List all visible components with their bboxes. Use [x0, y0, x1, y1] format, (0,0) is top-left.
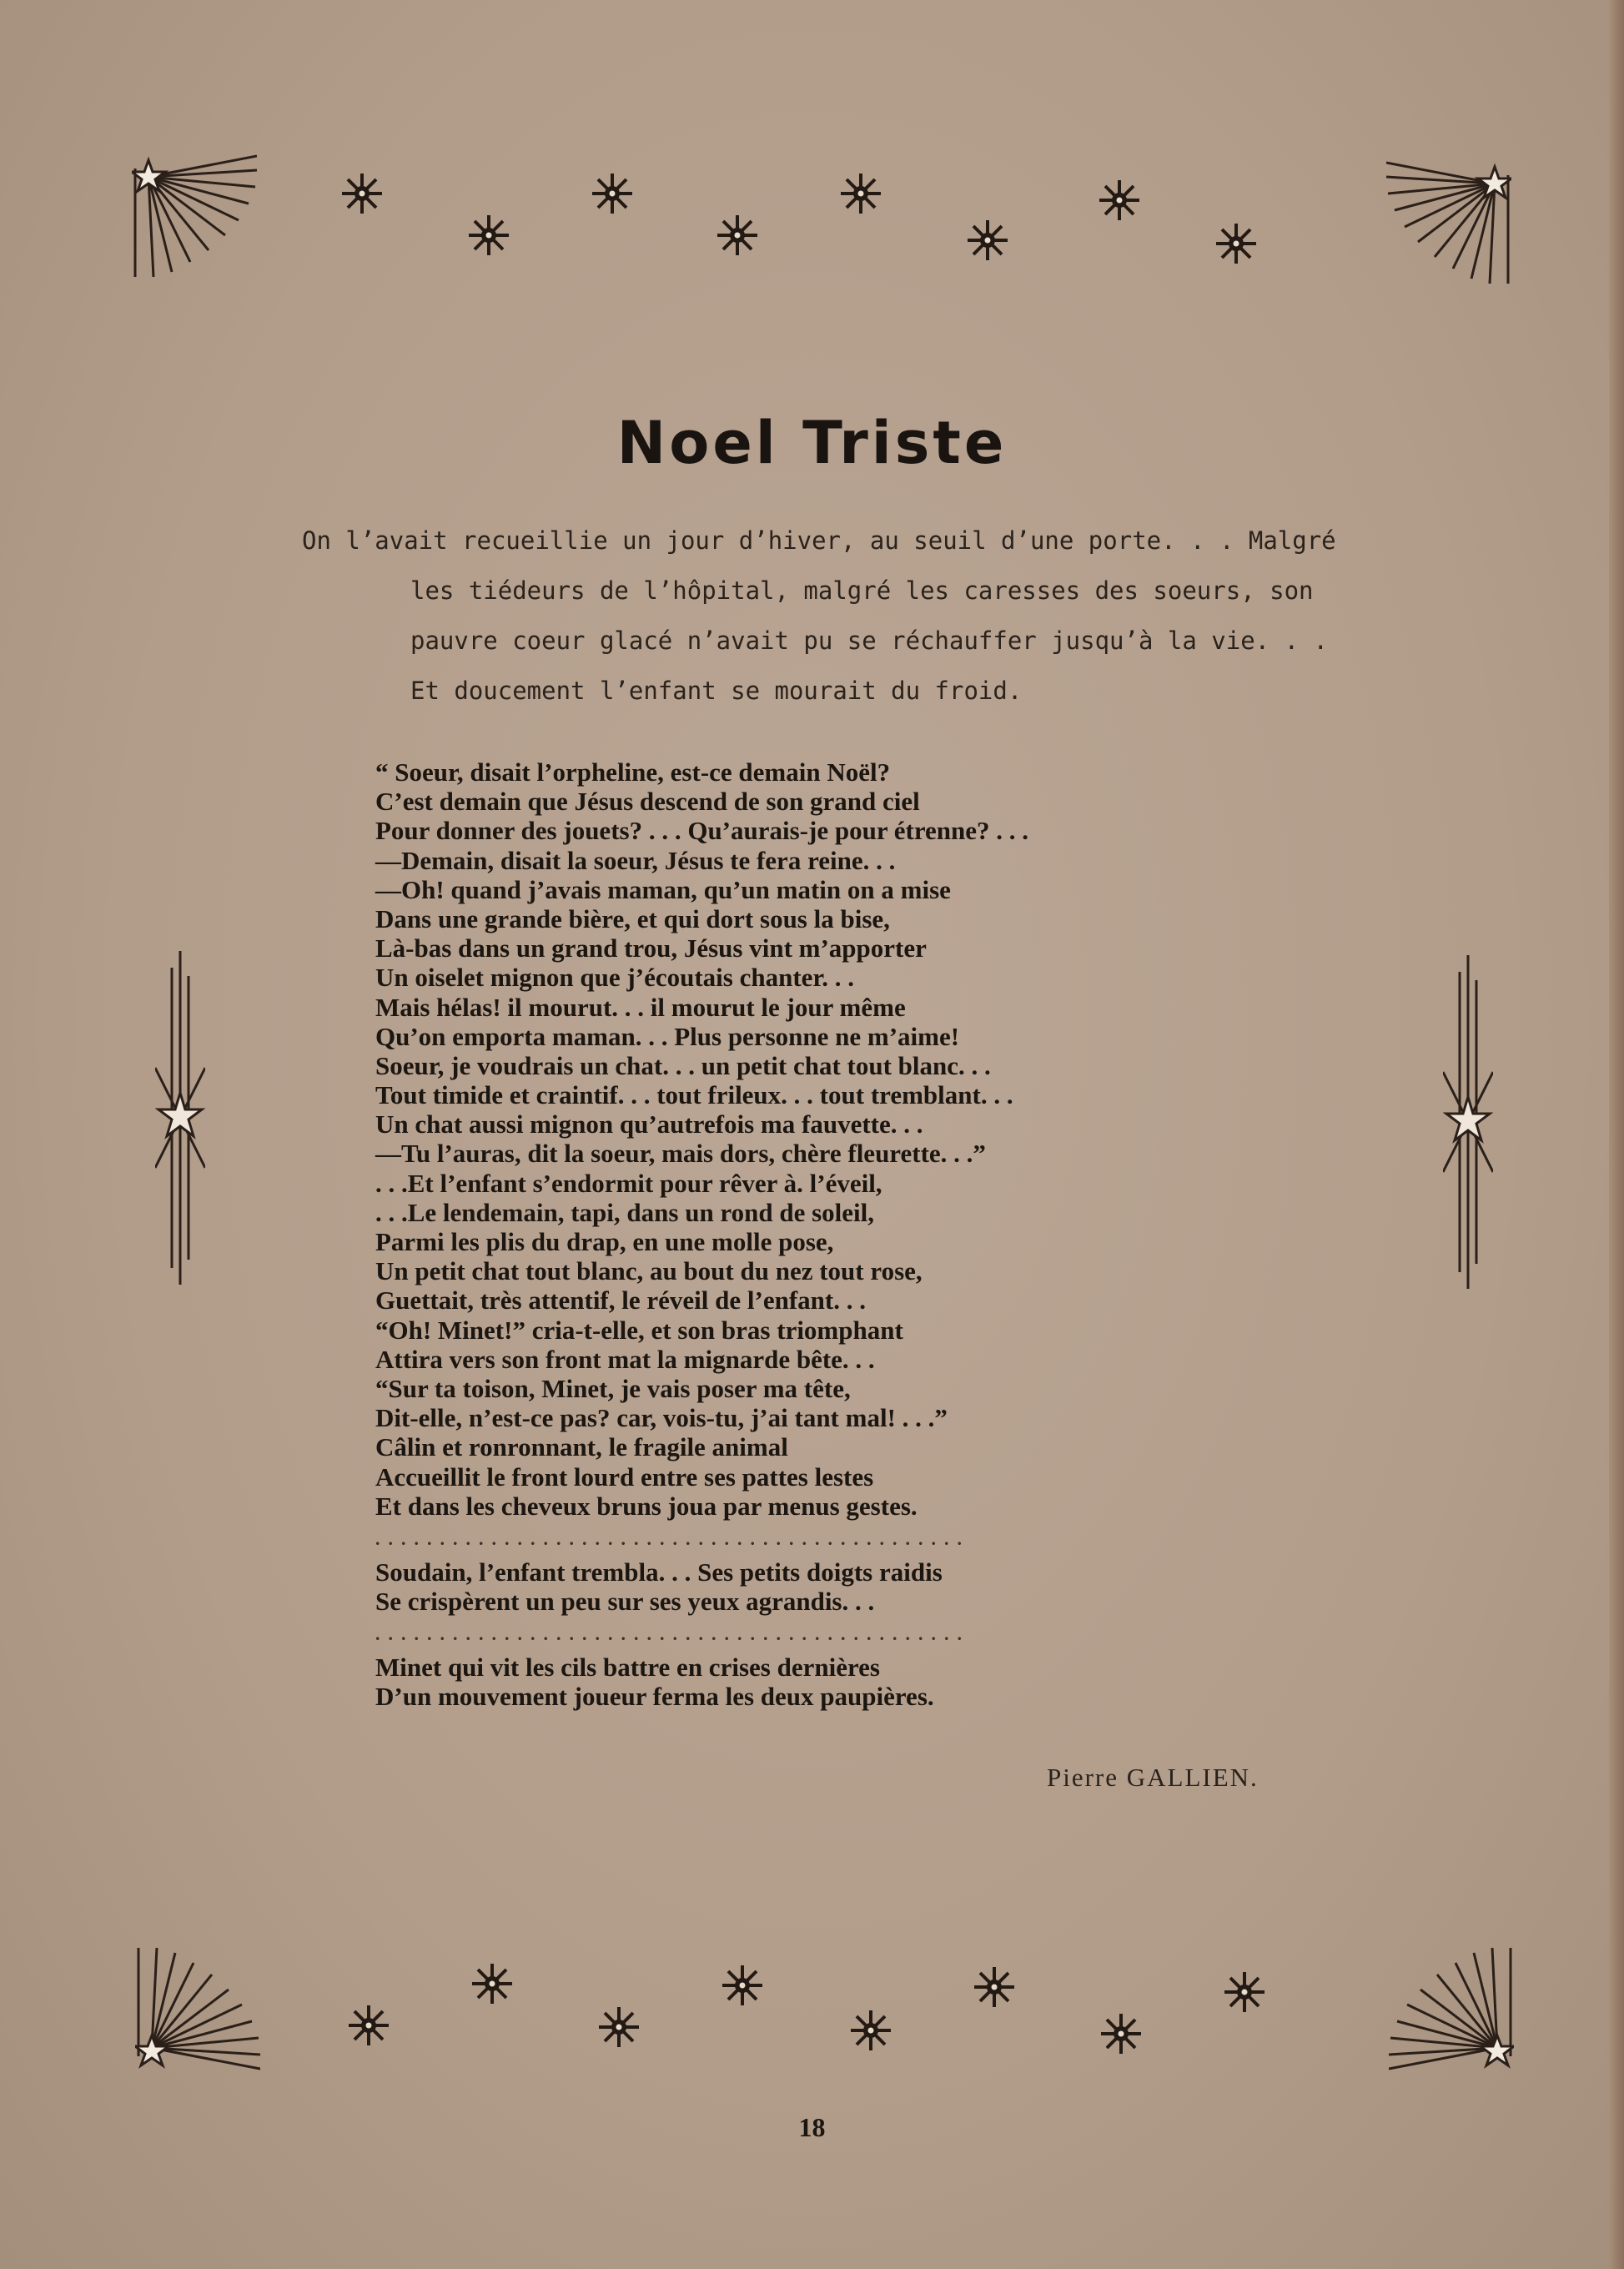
star-ornament-icon: [1214, 222, 1258, 265]
poem-line: Mais hélas! il mourut. . . il mourut le jour même: [375, 992, 906, 1022]
poem-line: Là-bas dans un grand trou, Jésus vint m’apporter: [375, 933, 927, 963]
page-number: 18: [798, 2112, 826, 2142]
poem-line: C’est demain que Jésus descend de son grand ciel: [375, 787, 920, 817]
poem: [375, 757, 1335, 1712]
intro-line: Et doucement l’enfant se mourait du froid.: [410, 677, 1023, 705]
poem-line: Dit-elle, n’est-ce pas? car, vois-tu, j’ai tant mal! . . .”: [375, 1403, 948, 1433]
star-ornament-icon: [597, 2005, 641, 2049]
intro-paragraph: [302, 516, 1345, 716]
star-ornament-icon: [591, 172, 634, 215]
dotted-separator: ..............................................: [375, 1527, 970, 1549]
poem-line: Soeur, je voudrais un chat. . . un petit chat tout blanc. . .: [375, 1050, 991, 1080]
poem-line: “Oh! Minet!” cria-t-elle, et son bras triomphant: [375, 1315, 903, 1345]
poem-line: Parmi les plis du drap, en une molle pose,: [375, 1227, 834, 1256]
poem-line: Câlin et ronronnant, le fragile animal: [375, 1432, 788, 1462]
poem-line: “ Soeur, disait l’orpheline, est-ce demain Noël?: [375, 757, 891, 787]
star-ornament-icon: [966, 219, 1009, 262]
side-flourish-icon: [1443, 955, 1493, 1289]
page-title: Noel Triste: [616, 409, 1008, 477]
dotted-separator: ..............................................: [375, 1623, 970, 1645]
poem-line: Un chat aussi mignon qu’autrefois ma fauvette. . .: [375, 1109, 923, 1140]
poem-line: D’un mouvement joueur ferma les deux paupières.: [375, 1682, 934, 1712]
poem-line: Qu’on emporta maman. . . Plus personne ne m’aime!: [375, 1021, 960, 1051]
intro-line: On l’avait recueillie un jour d’hiver, au seuil d’une porte. . . Malgré: [302, 526, 1336, 555]
poem-line: Pour donner des jouets? . . . Qu’aurais-je pour étrenne? . . .: [375, 816, 1029, 846]
poem-line: —Oh! quand j’avais maman, qu’un matin on a mise: [375, 874, 951, 904]
star-ornament-icon: [1223, 1970, 1266, 2014]
star-ornament-icon: [973, 1965, 1016, 2009]
star-ornament-icon: [1099, 2012, 1143, 2055]
poem-line: Soudain, l’enfant trembla. . . Ses petits doigts raidis: [375, 1557, 943, 1587]
author-signature: Pierre GALLIEN.: [1047, 1763, 1259, 1792]
poem-line: . . .Et l’enfant s’endormit pour rêver à. l’éveil,: [375, 1168, 882, 1198]
poem-line: Tout timide et craintif. . . tout frileux. . . tout tremblant. . .: [375, 1080, 1013, 1110]
poem-line: Un petit chat tout blanc, au bout du nez tout rose,: [375, 1256, 923, 1286]
star-ornament-icon: [1098, 179, 1141, 222]
star-ornament-icon: [721, 1964, 764, 2007]
star-ornament-icon: [467, 214, 510, 257]
corner-sunburst-icon: [135, 1948, 260, 2073]
corner-sunburst-icon: [1389, 1948, 1514, 2073]
star-ornament-icon: [716, 214, 759, 257]
poem-line: Et dans les cheveux bruns joua par menus gestes.: [375, 1491, 918, 1521]
star-ornament-icon: [347, 2004, 390, 2047]
poem-line: Attira vers son front mat la mignarde bête. . .: [375, 1344, 875, 1374]
side-flourish-icon: [155, 951, 205, 1285]
poem-line: Dans une grande bière, et qui dort sous la bise,: [375, 903, 890, 933]
corner-sunburst-icon: [132, 152, 257, 277]
poem-line: Guettait, très attentif, le réveil de l’enfant. . .: [375, 1285, 866, 1316]
poem-line: Accueillit le front lourd entre ses pattes lestes: [375, 1462, 874, 1492]
poem-line: Minet qui vit les cils battre en crises dernières: [375, 1653, 880, 1683]
star-ornament-icon: [839, 172, 882, 215]
corner-sunburst-icon: [1386, 158, 1511, 284]
intro-line: les tiédeurs de l’hôpital, malgré les caresses des soeurs, son: [410, 576, 1314, 605]
star-ornament-icon: [849, 2009, 892, 2052]
poem-line: . . .Le lendemain, tapi, dans un rond de soleil,: [375, 1197, 875, 1227]
poem-line: “Sur ta toison, Minet, je vais poser ma tête,: [375, 1373, 851, 1403]
poem-line: —Demain, disait la soeur, Jésus te fera reine. . .: [375, 845, 896, 875]
page-edge: [1609, 0, 1624, 2269]
intro-line: pauvre coeur glacé n’avait pu se réchauffer jusqu’à la vie. . .: [410, 626, 1328, 655]
star-ornament-icon: [470, 1962, 514, 2005]
star-ornament-icon: [340, 172, 384, 215]
poem-line: Un oiselet mignon que j’écoutais chanter. . .: [375, 963, 855, 993]
poem-line: —Tu l’auras, dit la soeur, mais dors, chère fleurette. . .”: [375, 1139, 986, 1169]
poem-line: Se crispèrent un peu sur ses yeux agrandis. . .: [375, 1587, 875, 1617]
